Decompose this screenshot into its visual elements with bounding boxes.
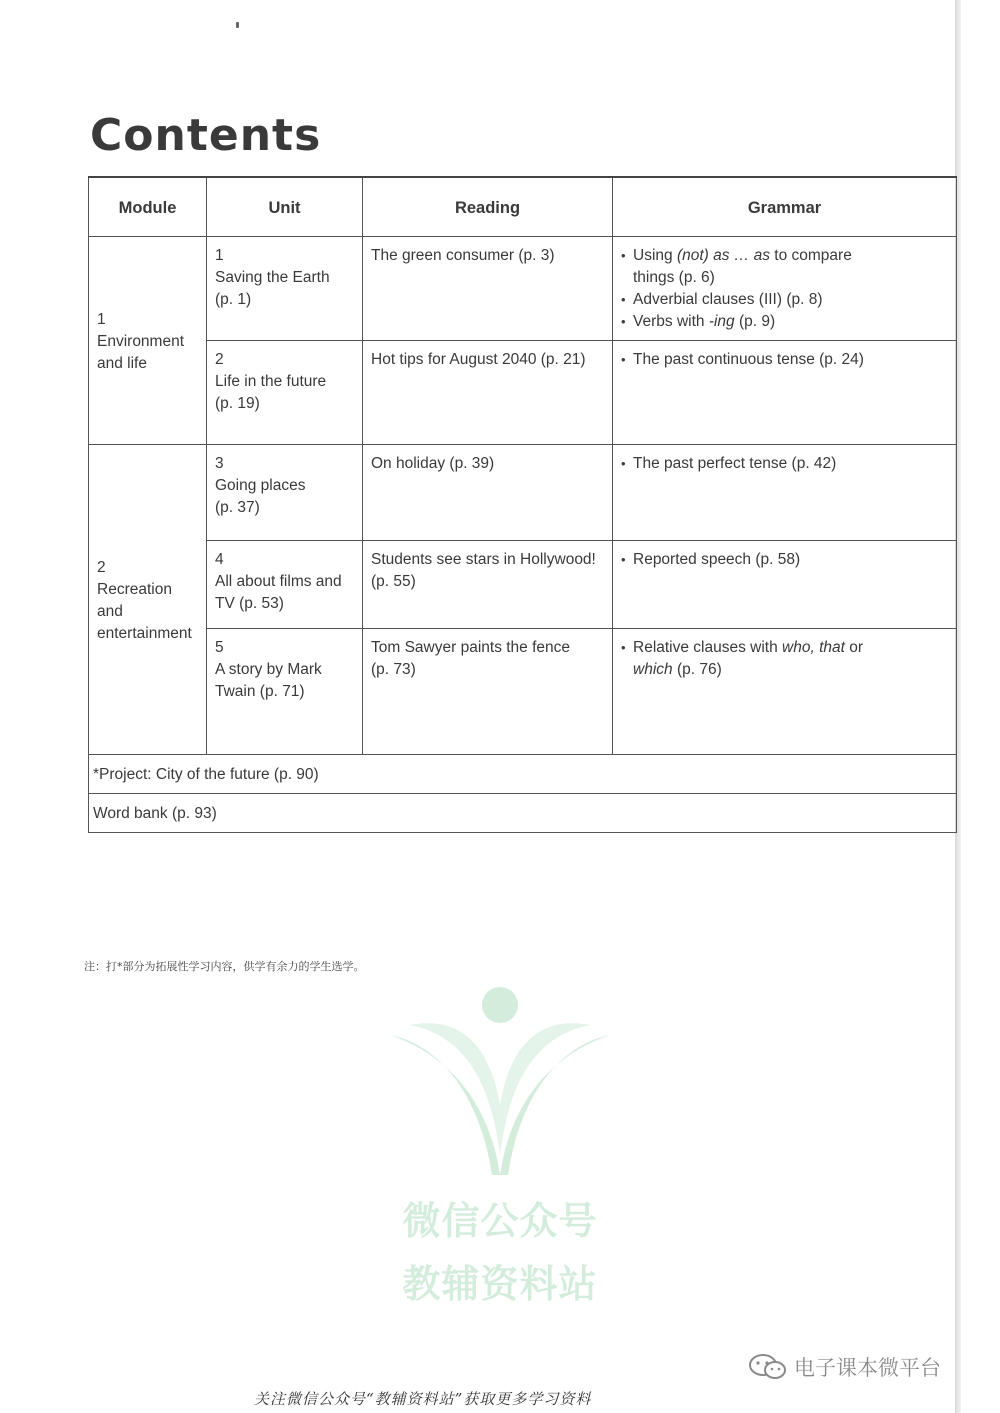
grammar-cell bbox=[613, 237, 957, 341]
reading-cell bbox=[363, 341, 613, 445]
unit-number: 2 bbox=[215, 351, 224, 368]
module-name: and life bbox=[97, 354, 147, 372]
module-name: entertainment bbox=[97, 624, 192, 642]
grammar-item: • Verbs with -ing (p. 9) bbox=[621, 311, 948, 333]
grammar-item: • The past continuous tense (p. 24) bbox=[621, 349, 948, 371]
grammar-cell bbox=[613, 445, 957, 541]
table-row bbox=[89, 445, 957, 541]
unit-title: A story by Mark bbox=[215, 661, 322, 678]
table-row bbox=[89, 541, 957, 629]
brand-label bbox=[748, 1352, 941, 1382]
page-title: Contents bbox=[90, 110, 322, 161]
header-module: Module bbox=[89, 177, 207, 237]
unit-cell bbox=[207, 629, 363, 755]
footnote: 注：打*部分为拓展性学习内容，供学有余力的学生选学。 bbox=[84, 960, 365, 973]
unit-number: 1 bbox=[215, 247, 224, 264]
speck bbox=[236, 22, 239, 28]
grammar-cell bbox=[613, 341, 957, 445]
watermark-text: 微信公众号 bbox=[402, 1199, 598, 1243]
unit-title: Going places bbox=[215, 477, 306, 494]
grammar-cell bbox=[613, 541, 957, 629]
table-row bbox=[89, 237, 957, 341]
header-row bbox=[89, 177, 957, 237]
header-reading: Reading bbox=[363, 177, 613, 237]
module-2-cell bbox=[89, 445, 207, 755]
table-row bbox=[89, 794, 957, 833]
reading-cell bbox=[363, 237, 613, 341]
unit-title: Life in the future bbox=[215, 373, 327, 390]
reading-page: (p. 73) bbox=[371, 661, 416, 678]
watermark-logo-icon bbox=[380, 985, 620, 1185]
reading-title: On holiday (p. 39) bbox=[371, 455, 495, 472]
table-row bbox=[89, 755, 957, 794]
unit-cell bbox=[207, 541, 363, 629]
module-name: Environment bbox=[97, 332, 185, 350]
unit-page: (p. 1) bbox=[215, 291, 252, 308]
grammar-cell bbox=[613, 629, 957, 755]
grammar-item: • Reported speech (p. 58) bbox=[621, 549, 948, 571]
watermark bbox=[380, 985, 620, 1315]
unit-cell bbox=[207, 341, 363, 445]
grammar-item: • Using (not) as … as to compare things (p. 6) bbox=[621, 245, 948, 289]
unit-cell bbox=[207, 237, 363, 341]
table-row bbox=[89, 341, 957, 445]
contents-table bbox=[88, 176, 957, 833]
module-number: 2 bbox=[97, 558, 106, 576]
header-grammar: Grammar bbox=[613, 177, 957, 237]
reading-title: Hot tips for August 2040 (p. 21) bbox=[371, 351, 586, 368]
footer-note: 关注微信公众号“教辅资料站”获取更多学习资料 bbox=[254, 1390, 592, 1408]
grammar-item: • Adverbial clauses (III) (p. 8) bbox=[621, 289, 948, 311]
unit-number: 4 bbox=[215, 551, 224, 568]
reading-cell bbox=[363, 629, 613, 755]
unit-number: 5 bbox=[215, 639, 224, 656]
unit-title: All about films and bbox=[215, 573, 342, 590]
grammar-item: • The past perfect tense (p. 42) bbox=[621, 453, 948, 475]
grammar-item: • Relative clauses with who, that or which (p. 76) bbox=[621, 637, 948, 681]
unit-page: (p. 37) bbox=[215, 499, 260, 516]
project-row: *Project: City of the future (p. 90) bbox=[89, 755, 957, 794]
reading-cell bbox=[363, 541, 613, 629]
reading-cell bbox=[363, 445, 613, 541]
unit-page: Twain (p. 71) bbox=[215, 683, 305, 700]
module-name: Recreation bbox=[97, 580, 172, 598]
reading-title: The green consumer (p. 3) bbox=[371, 247, 555, 264]
table-row bbox=[89, 629, 957, 755]
unit-cell bbox=[207, 445, 363, 541]
module-name: and bbox=[97, 602, 123, 620]
module-1-cell bbox=[89, 237, 207, 445]
module-number: 1 bbox=[97, 310, 106, 328]
header-unit: Unit bbox=[207, 177, 363, 237]
reading-title: Tom Sawyer paints the fence bbox=[371, 639, 571, 656]
watermark-text: 教辅资料站 bbox=[402, 1262, 598, 1306]
brand-text: 电子课本微平台 bbox=[794, 1356, 941, 1380]
unit-page: TV (p. 53) bbox=[215, 595, 284, 612]
reading-title: Students see stars in Hollywood! bbox=[371, 551, 596, 568]
unit-number: 3 bbox=[215, 455, 224, 472]
unit-page: (p. 19) bbox=[215, 395, 260, 412]
word-bank-row: Word bank (p. 93) bbox=[89, 794, 957, 833]
unit-title: Saving the Earth bbox=[215, 269, 330, 286]
reading-page: (p. 55) bbox=[371, 573, 416, 590]
wechat-icon bbox=[748, 1353, 788, 1381]
